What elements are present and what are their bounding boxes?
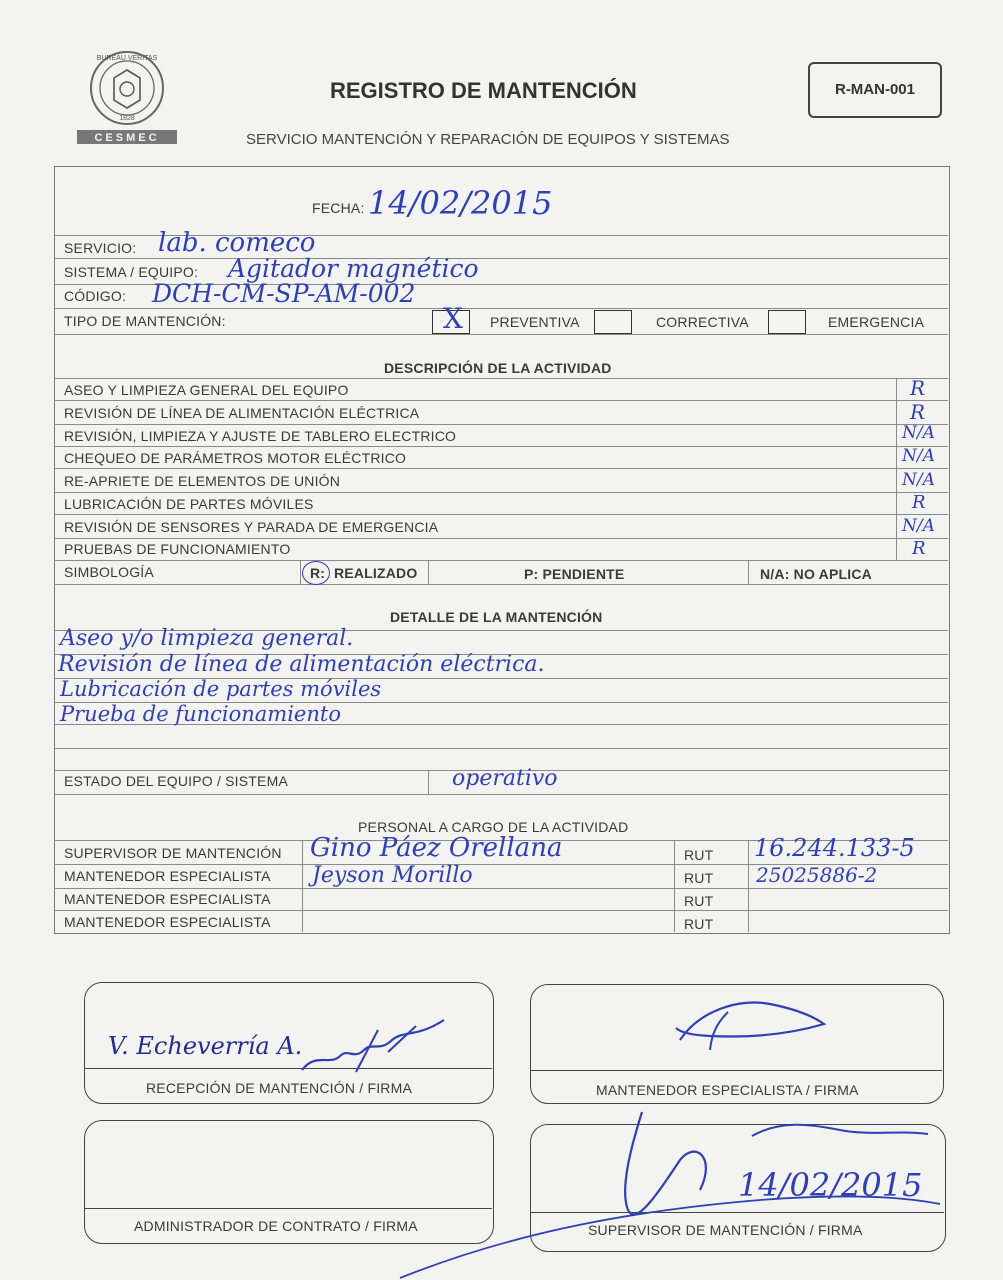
estado-label: ESTADO DEL EQUIPO / SISTEMA [64, 773, 288, 789]
simbologia-label: SIMBOLOGÍA [64, 564, 154, 580]
document-code: R-MAN-001 [808, 62, 942, 118]
activity-item: PRUEBAS DE FUNCIONAMIENTO [64, 541, 291, 557]
especialista-signature [640, 990, 840, 1070]
symbol-r-letter: R: [310, 565, 326, 581]
recepcion-name: V. Echeverría A. [108, 1032, 303, 1060]
activity-mark: N/A [902, 423, 935, 443]
activity-item: REVISIÓN DE SENSORES Y PARADA DE EMERGENCIA [64, 519, 439, 535]
detalle-heading: DETALLE DE LA MANTENCIÓN [390, 609, 603, 625]
detalle-line-2: Revisión de línea de alimentación eléctrica. [58, 652, 545, 677]
rut-label: RUT [684, 893, 714, 909]
detalle-line-3: Lubricación de partes móviles [60, 677, 382, 701]
personal-role: MANTENEDOR ESPECIALISTA [64, 914, 271, 930]
activity-mark: N/A [902, 470, 935, 490]
sistema-value: Agitador magnético [228, 254, 479, 283]
codigo-value: DCH-CM-SP-AM-002 [152, 279, 416, 308]
activity-item: REVISIÓN DE LÍNEA DE ALIMENTACIÓN ELÉCTRICA [64, 405, 420, 421]
activity-mark: R [910, 400, 926, 424]
bureau-veritas-seal [74, 44, 180, 148]
activity-mark: N/A [902, 446, 935, 466]
document-title: REGISTRO DE MANTENCIÓN [330, 78, 637, 103]
personal-role: SUPERVISOR DE MANTENCIÓN [64, 845, 282, 861]
symbol-no-aplica: N/A: NO APLICA [760, 566, 872, 582]
activity-item: CHEQUEO DE PARÁMETROS MOTOR ELÉCTRICO [64, 450, 407, 466]
estado-value: operativo [452, 766, 558, 791]
recepcion-label: RECEPCIÓN DE MANTENCIÓN / FIRMA [146, 1080, 412, 1096]
activity-mark: R [912, 492, 926, 513]
sistema-label: SISTEMA / EQUIPO: [64, 264, 199, 280]
personal-heading: PERSONAL A CARGO DE LA ACTIVIDAD [358, 819, 629, 835]
servicio-label: SERVICIO: [64, 240, 137, 256]
especialista-label: MANTENEDOR ESPECIALISTA / FIRMA [596, 1082, 859, 1098]
logo-brand: CESMEC [94, 132, 160, 144]
personal-role: MANTENEDOR ESPECIALISTA [64, 868, 271, 884]
symbol-pendiente: P: PENDIENTE [524, 566, 625, 582]
activity-item: RE-APRIETE DE ELEMENTOS DE UNIÓN [64, 473, 341, 489]
correctiva-checkbox[interactable] [594, 310, 632, 334]
rut-label: RUT [684, 870, 714, 886]
recepcion-signature [296, 1012, 456, 1082]
company-logo [74, 44, 180, 148]
preventiva-label: PREVENTIVA [490, 314, 580, 330]
tipo-mantencion-label: TIPO DE MANTENCIÓN: [64, 313, 226, 329]
logo-year: 1828 [119, 115, 135, 122]
emergencia-checkbox[interactable] [768, 310, 806, 334]
supervisor-label: SUPERVISOR DE MANTENCIÓN / FIRMA [588, 1222, 863, 1238]
personal-role: MANTENEDOR ESPECIALISTA [64, 891, 271, 907]
supervisor-date: 14/02/2015 [738, 1166, 923, 1204]
activity-mark: R [912, 538, 926, 559]
personal-name: Jeyson Morillo [312, 863, 473, 888]
actividad-heading: DESCRIPCIÓN DE LA ACTIVIDAD [384, 360, 612, 376]
personal-name: Gino Páez Orellana [310, 833, 563, 863]
detalle-line-4: Prueba de funcionamiento [60, 702, 341, 726]
document-subtitle: SERVICIO MANTENCIÓN Y REPARACIÓN DE EQUIPOS Y SISTEMAS [246, 131, 730, 148]
emergencia-label: EMERGENCIA [828, 314, 925, 330]
rut-label: RUT [684, 847, 714, 863]
servicio-value: lab. comeco [158, 228, 316, 258]
fecha-value: 14/02/2015 [368, 184, 553, 222]
personal-rut: 16.244.133-5 [754, 834, 915, 862]
activity-item: REVISIÓN, LIMPIEZA Y AJUSTE DE TABLERO ELECTRICO [64, 428, 457, 444]
detalle-line-1: Aseo y/o limpieza general. [60, 626, 354, 651]
activity-item: LUBRICACIÓN DE PARTES MÓVILES [64, 496, 314, 512]
symbol-realizado: REALIZADO [334, 565, 418, 581]
activity-mark: R [910, 376, 926, 400]
personal-rut: 25025886-2 [756, 863, 878, 887]
correctiva-label: CORRECTIVA [656, 314, 749, 330]
rut-label: RUT [684, 916, 714, 932]
logo-top-text: BUREAU VERITAS [96, 55, 158, 62]
administrador-label: ADMINISTRADOR DE CONTRATO / FIRMA [134, 1218, 418, 1234]
fecha-label: FECHA: [312, 200, 365, 216]
codigo-label: CÓDIGO: [64, 288, 127, 304]
activity-item: ASEO Y LIMPIEZA GENERAL DEL EQUIPO [64, 382, 349, 398]
preventiva-check-mark: X [443, 302, 463, 335]
activity-mark: N/A [902, 516, 935, 536]
